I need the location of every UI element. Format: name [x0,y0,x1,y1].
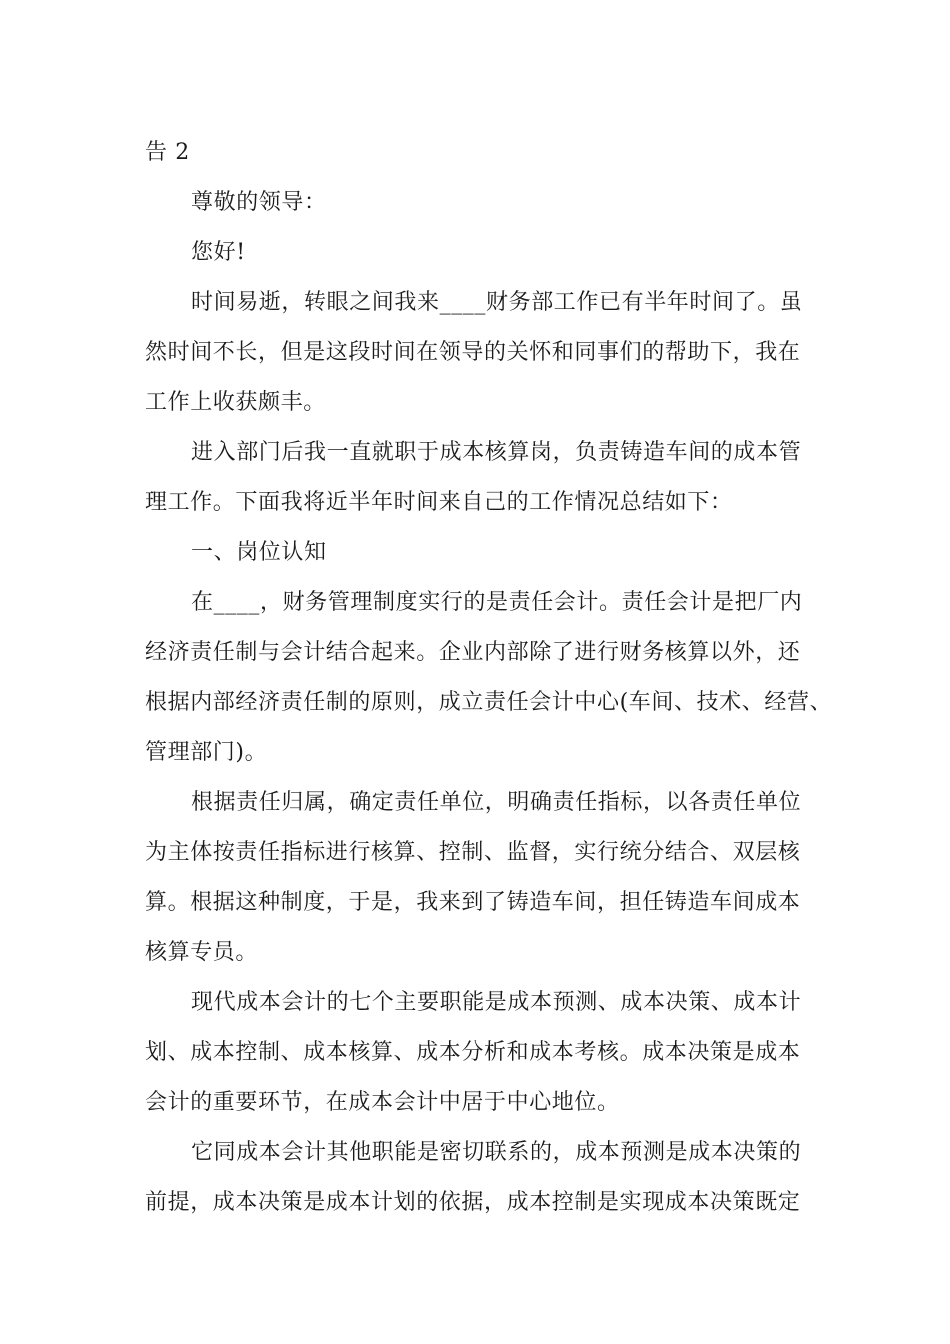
paragraph-line: 时间易逝，转眼之间我来____财务部工作已有半年时间了。虽 [191,290,803,315]
document-body [145,128,833,1228]
paragraph-4 [145,778,825,978]
paragraph-line: 进入部门后我一直就职于成本核算岗，负责铸造车间的成本管 [191,440,802,465]
paragraph-line: 算。根据这种制度，于是，我来到了铸造车间，担任铸造车间成本 [145,890,801,915]
paragraph-line: 为主体按责任指标进行核算、控制、监督，实行统分结合、双层核 [145,840,801,865]
paragraph-line: 然时间不长，但是这段时间在领导的关怀和同事们的帮助下，我在 [145,340,801,365]
paragraph-line: 它同成本会计其他职能是密切联系的，成本预测是成本决策的 [191,1140,802,1165]
paragraph-line: 会计的重要环节，在成本会计中居于中心地位。 [145,1090,620,1115]
section-title-position-cognition: 一、岗位认知 [191,540,327,565]
greeting: 您好! [191,240,246,265]
paragraph-line: 根据责任归属，确定责任单位，明确责任指标，以各责任单位 [191,790,802,815]
paragraph-3 [145,578,833,778]
paragraph-line: 前提，成本决策是成本计划的依据，成本控制是实现成本决策既定 [145,1190,801,1215]
paragraph-line: 工作上收获颇丰。 [145,390,326,415]
paragraph-line: 划、成本控制、成本核算、成本分析和成本考核。成本决策是成本 [145,1040,801,1065]
paragraph-line: 在____，财务管理制度实行的是责任会计。责任会计是把厂内 [191,590,803,615]
paragraph-line: 经济责任制与会计结合起来。企业内部除了进行财务核算以外，还 [145,640,801,665]
paragraph-1 [145,278,825,428]
section-heading: 告 2 [145,140,190,165]
paragraph-line: 根据内部经济责任制的原则，成立责任会计中心(车间、技术、经营、 [145,690,833,715]
paragraph-line: 理工作。下面我将近半年时间来自己的工作情况总结如下： [145,490,733,515]
paragraph-5 [145,978,825,1128]
paragraph-6 [145,1128,825,1228]
paragraph-line: 核算专员。 [145,940,259,965]
paragraph-2 [145,428,825,528]
salutation: 尊敬的领导： [191,190,327,215]
paragraph-line: 现代成本会计的七个主要职能是成本预测、成本决策、成本计 [191,990,802,1015]
paragraph-line: 管理部门)。 [145,740,268,765]
